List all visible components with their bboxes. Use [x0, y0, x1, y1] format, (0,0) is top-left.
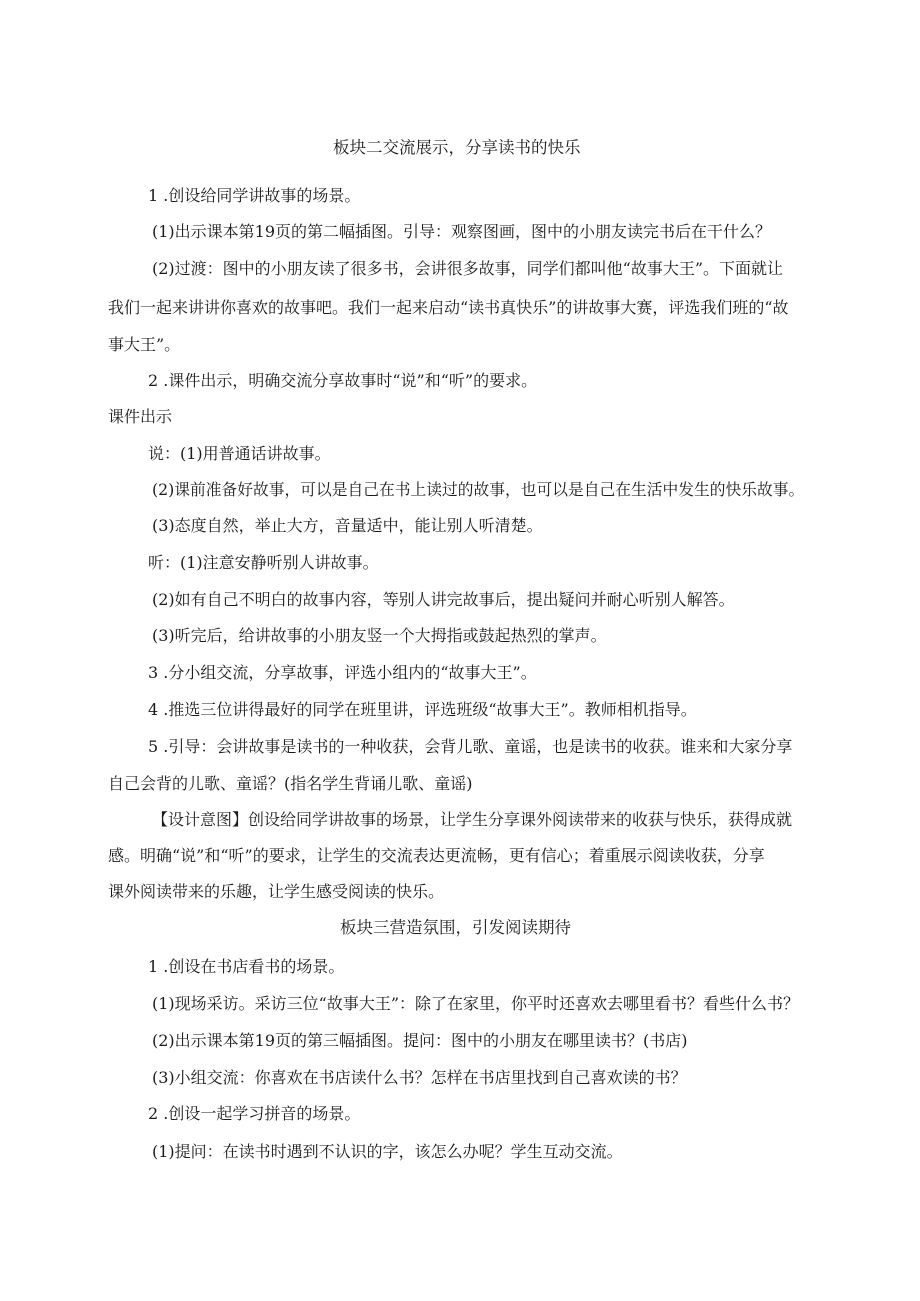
- courseware-label: 课件出示: [108, 407, 173, 426]
- section2-item5-line1: 5 .引导：会讲故事是读书的一种收获，会背儿歌、童谣，也是读书的收获。谁来和大家分享: [148, 737, 793, 756]
- section3-item1-sub1: (1)现场采访。采访三位“故事大王”：除了在家里，你平时还喜欢去哪里看书？看些什么书？: [152, 994, 800, 1013]
- section2-item2: 2 .课件出示，明确交流分享故事时“说”和“听”的要求。: [148, 371, 538, 390]
- listen-requirement-3: (3)听完后，给讲故事的小朋友竖一个大拇指或鼓起热烈的掌声。: [152, 626, 607, 645]
- design-intent-line2: 感。明确“说”和“听”的要求，让学生的交流表达更流畅，更有信心；着重展示阅读收获，分享: [108, 846, 765, 865]
- listen-requirement-1: 听：(1)注意安静听别人讲故事。: [148, 553, 379, 572]
- section3-item1: 1 .创设在书店看书的场景。: [148, 957, 345, 976]
- section2-item1-sub1: (1)出示课本第19页的第二幅插图。引导：观察图画，图中的小朋友读完书后在干什么？: [152, 222, 772, 241]
- section3-title: 板块三营造氛围，引发阅读期待: [340, 918, 571, 937]
- section2-item1-sub2-line2: 我们一起来讲讲你喜欢的故事吧。我们一起来启动“读书真快乐”的讲故事大赛，评选我们班的“故: [108, 298, 789, 317]
- say-requirement-1: 说：(1)用普通话讲故事。: [148, 444, 331, 463]
- section3-item2: 2 .创设一起学习拼音的场景。: [148, 1104, 361, 1123]
- section3-item1-sub2: (2)出示课本第19页的第三幅插图。提问：图中的小朋友在哪里读书？(书店): [152, 1031, 688, 1050]
- section3-item1-sub3: (3)小组交流：你喜欢在书店读什么书？怎样在书店里找到自己喜欢读的书？: [152, 1068, 687, 1087]
- section2-item4: 4 .推选三位讲得最好的同学在班里讲，评选班级“故事大王”。教师相机指导。: [148, 700, 697, 719]
- say-requirement-3: (3)态度自然，举止大方，音量适中，能让别人听清楚。: [152, 516, 543, 535]
- design-intent-line3: 课外阅读带来的乐趣，让学生感受阅读的快乐。: [108, 882, 445, 901]
- section2-item1-sub2-line3: 事大王”。: [108, 335, 181, 354]
- section3-item2-sub1: (1)提问：在读书时遇到不认识的字，该怎么办呢？学生互动交流。: [152, 1142, 623, 1161]
- section2-item1-sub2-line1: (2)过渡：图中的小朋友读了很多书，会讲很多故事，同学们都叫他“故事大王”。下面就让: [152, 259, 784, 278]
- say-requirement-2: (2)课前准备好故事，可以是自己在书上读过的故事，也可以是自己在生活中发生的快乐故事。: [152, 480, 805, 499]
- section2-item1: 1 .创设给同学讲故事的场景。: [148, 186, 361, 205]
- design-intent-line1: 【设计意图】创设给同学讲故事的场景，让学生分享课外阅读带来的收获与快乐，获得成就: [152, 810, 793, 829]
- section2-item5-line2: 自己会背的儿歌、童谣？(指名学生背诵儿歌、童谣): [108, 774, 473, 793]
- section2-item3: 3 .分小组交流，分享故事，评选小组内的“故事大王”。: [148, 663, 537, 682]
- listen-requirement-2: (2)如有自己不明白的故事内容，等别人讲完故事后，提出疑问并耐心听别人解答。: [152, 590, 735, 609]
- section2-title: 板块二交流展示，分享读书的快乐: [333, 138, 581, 157]
